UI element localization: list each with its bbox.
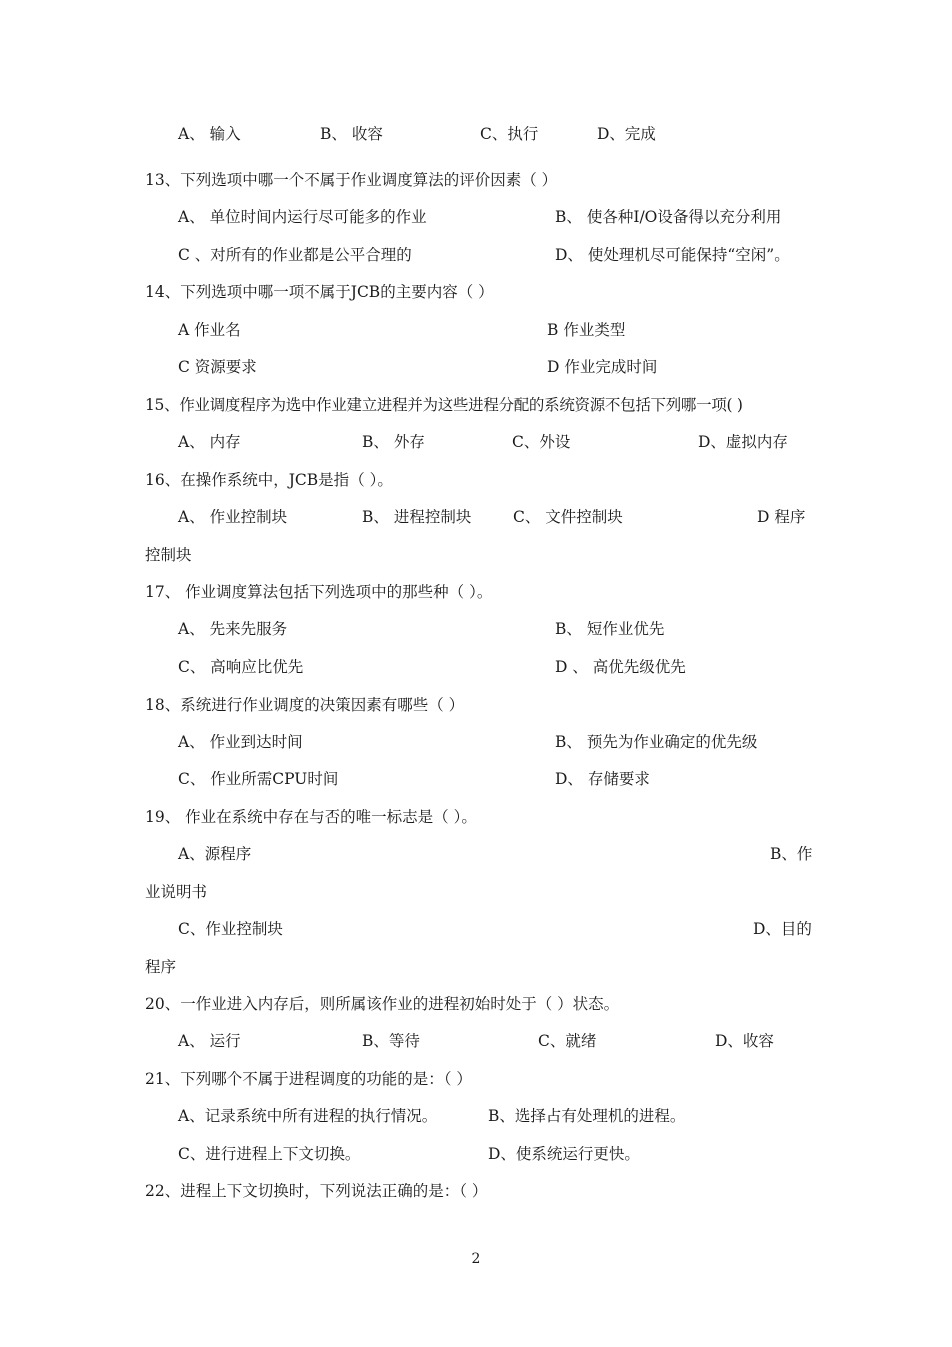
option: B、等待	[362, 1032, 420, 1050]
option: B、 收容	[320, 125, 383, 143]
option: A、 作业控制块	[178, 508, 288, 526]
option: C、 文件控制块	[513, 508, 623, 526]
option: A、 输入	[178, 125, 241, 143]
option: D 作业完成时间	[547, 358, 658, 376]
option: D、收容	[715, 1032, 774, 1050]
question-text: 17、 作业调度算法包括下列选项中的那些种（ ）。	[145, 583, 493, 601]
option: A、 作业到达时间	[178, 733, 303, 751]
question-text: 22、进程上下文切换时，下列说法正确的是：（ ）	[145, 1182, 488, 1200]
option: D、完成	[597, 125, 656, 143]
option: C、 作业所需CPU时间	[178, 770, 339, 788]
question-text: 16、在操作系统中，JCB是指（ ）。	[145, 471, 393, 489]
option: B、作	[770, 845, 813, 863]
continuation-text: 业说明书	[145, 883, 208, 901]
question-text: 14、下列选项中哪一项不属于JCB的主要内容（ ）	[145, 283, 494, 301]
option: A、 先来先服务	[178, 620, 288, 638]
option: D 程序	[757, 508, 806, 526]
option: C 、对所有的作业都是公平合理的	[178, 246, 412, 264]
option: D 、 高优先级优先	[555, 658, 686, 676]
option: B 作业类型	[547, 321, 626, 339]
option: C、执行	[480, 125, 539, 143]
option: C、作业控制块	[178, 920, 283, 938]
option: D、 使处理机尽可能保持“空闲”。	[555, 246, 790, 264]
option: C、 高响应比优先	[178, 658, 304, 676]
option: A、 运行	[178, 1032, 241, 1050]
continuation-text: 程序	[145, 958, 177, 976]
option: C、外设	[512, 433, 571, 451]
option: A、源程序	[178, 845, 252, 863]
question-text: 20、一作业进入内存后，则所属该作业的进程初始时处于（ ）状态。	[145, 995, 620, 1013]
option: D、目的	[753, 920, 812, 938]
option: B、选择占有处理机的进程。	[488, 1107, 686, 1125]
option: C、进行进程上下文切换。	[178, 1145, 361, 1163]
option: B、 预先为作业确定的优先级	[555, 733, 758, 751]
option: A、 单位时间内运行尽可能多的作业	[178, 208, 427, 226]
option: D、虚拟内存	[698, 433, 788, 451]
question-text: 15、作业调度程序为选中作业建立进程并为这些进程分配的系统资源不包括下列哪一项( )	[145, 396, 743, 414]
option: D、使系统运行更快。	[488, 1145, 640, 1163]
question-text: 19、 作业在系统中存在与否的唯一标志是（ ）。	[145, 808, 477, 826]
option: B、 进程控制块	[362, 508, 472, 526]
option: C、就绪	[538, 1032, 597, 1050]
continuation-text: 控制块	[145, 546, 192, 564]
option: A、 内存	[178, 433, 241, 451]
option: A 作业名	[178, 321, 241, 339]
option: B、 使各种I/O设备得以充分利用	[555, 208, 782, 226]
option: A、记录系统中所有进程的执行情况。	[178, 1107, 438, 1125]
question-text: 21、下列哪个不属于进程调度的功能的是：（ ）	[145, 1070, 472, 1088]
option: B、 外存	[362, 433, 425, 451]
question-text: 13、下列选项中哪一个不属于作业调度算法的评价因素（ ）	[145, 171, 558, 189]
option: D、 存储要求	[555, 770, 650, 788]
option: C 资源要求	[178, 358, 257, 376]
option: B、 短作业优先	[555, 620, 665, 638]
question-text: 18、系统进行作业调度的决策因素有哪些（ ）	[145, 696, 465, 714]
page-number: 2	[471, 1251, 481, 1267]
